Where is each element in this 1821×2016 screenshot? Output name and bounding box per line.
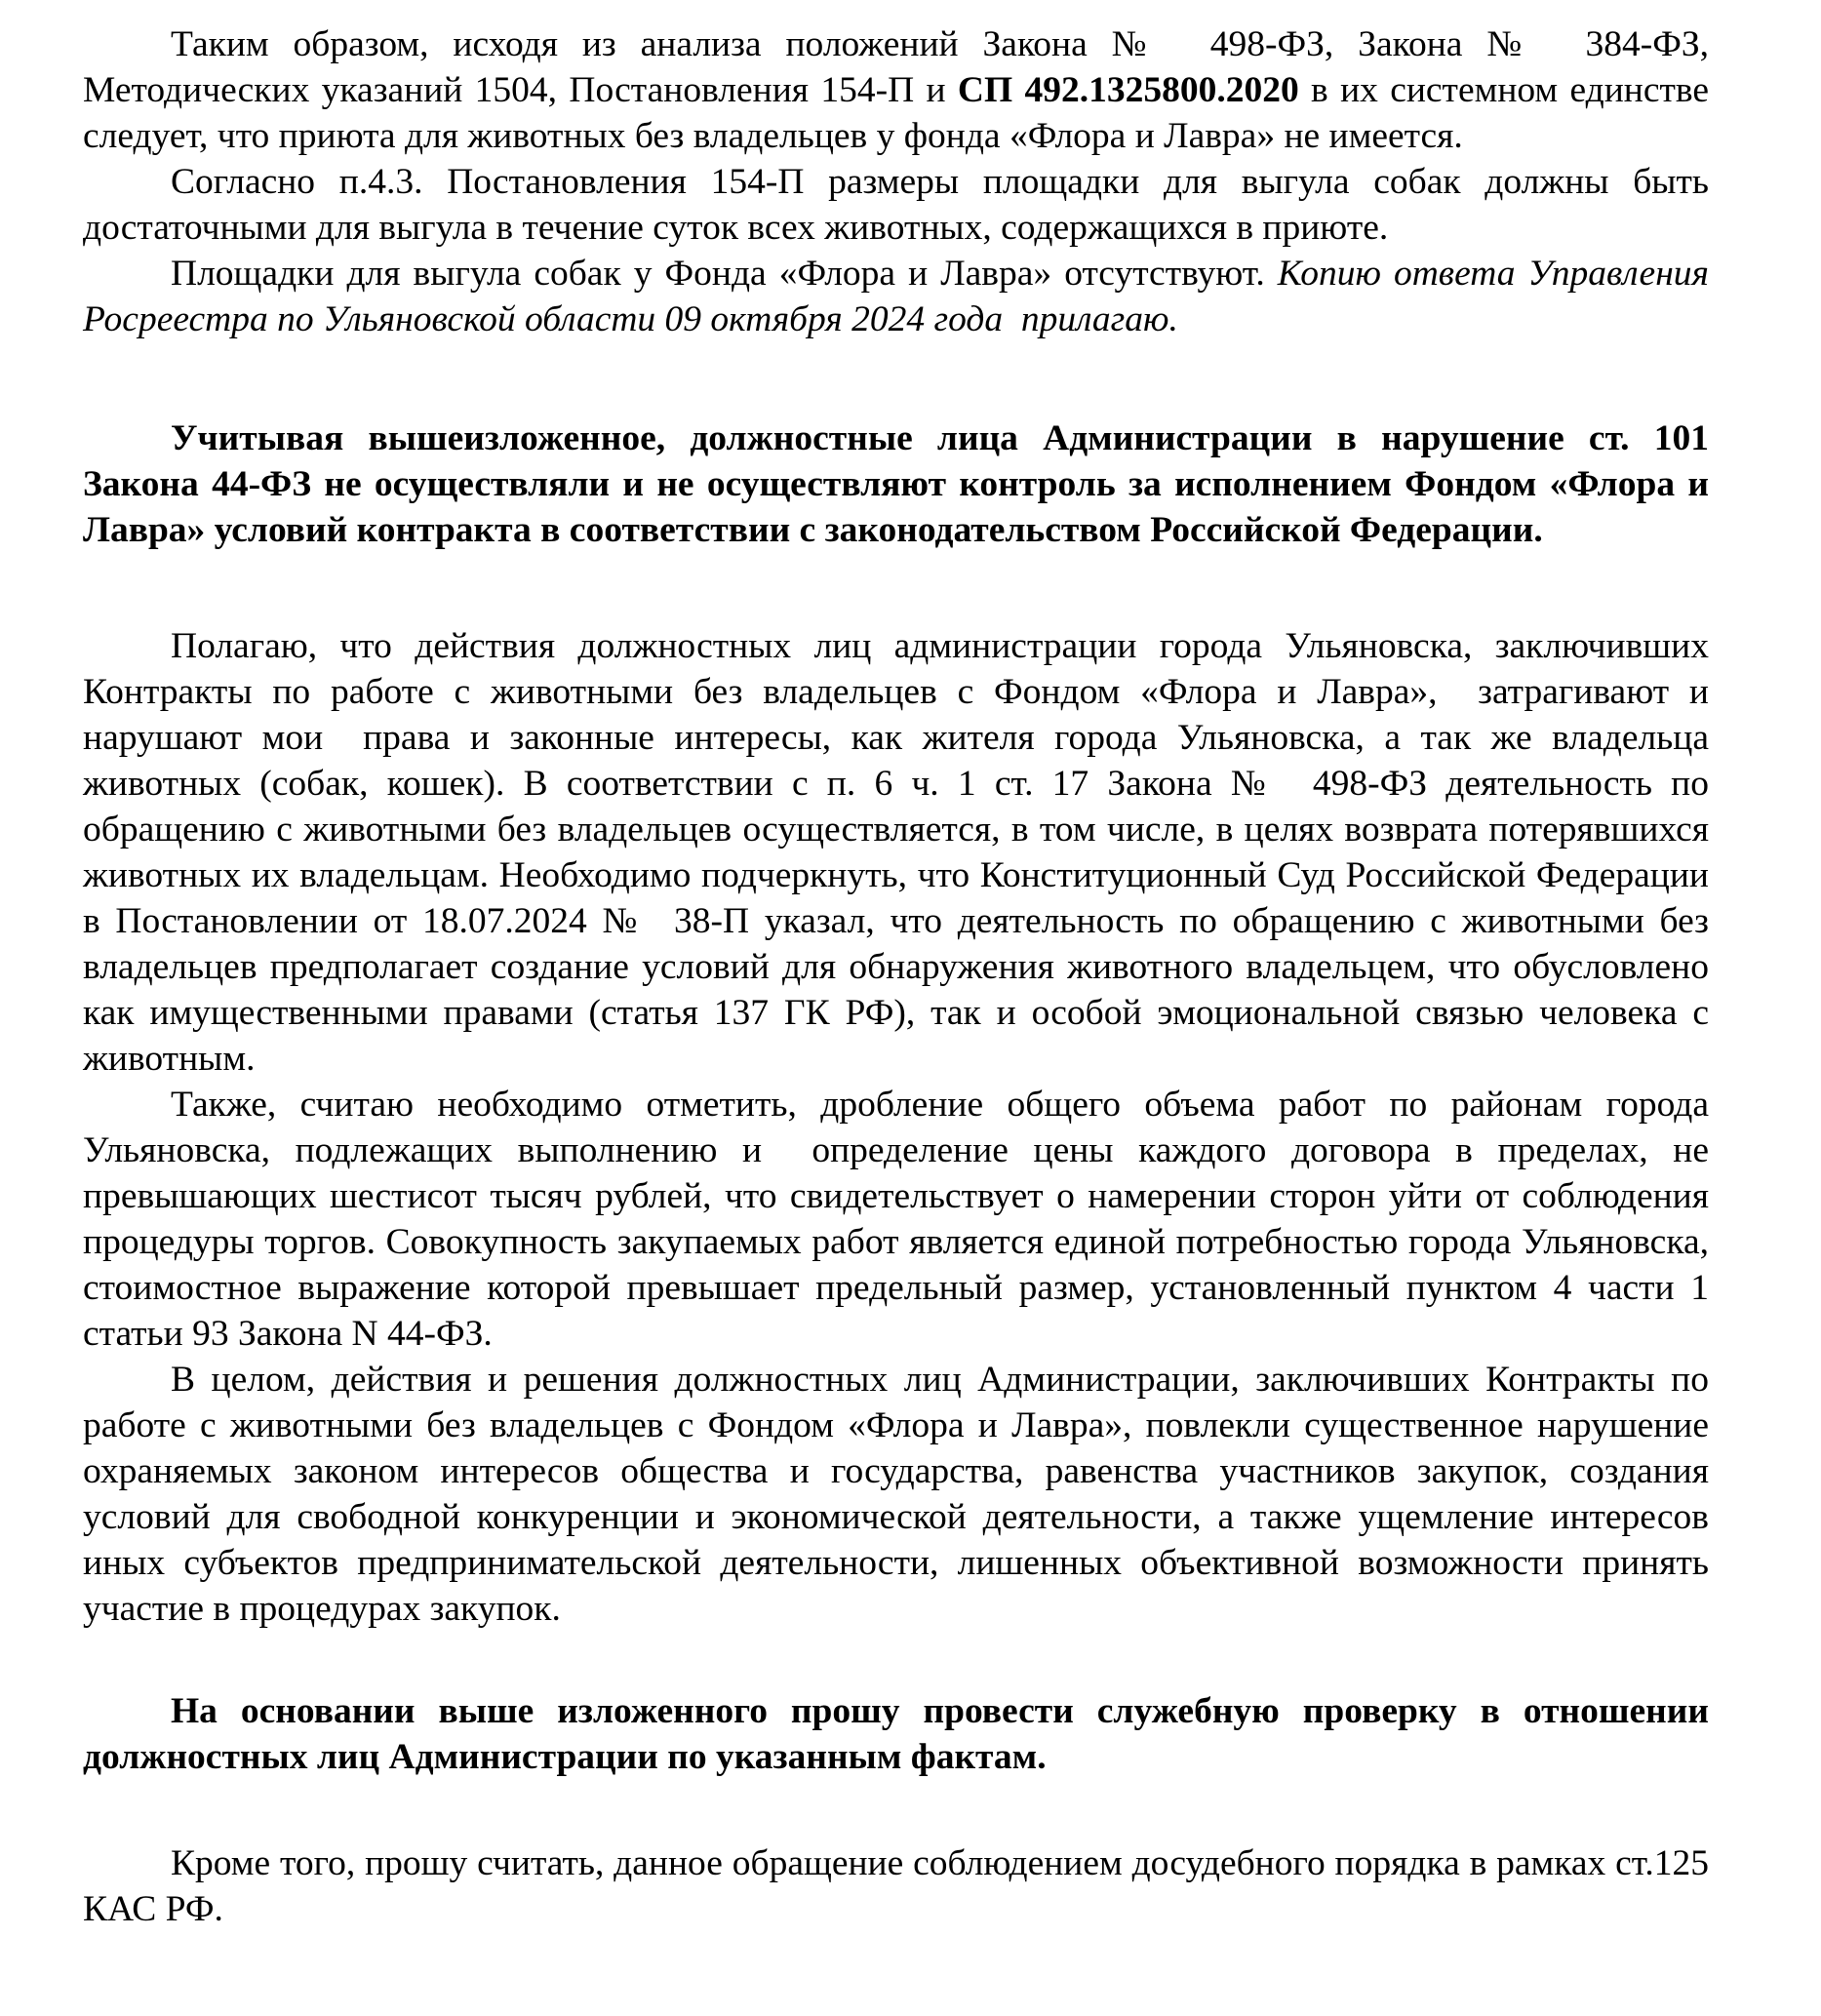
paragraph-walking-area-requirement xyxy=(83,159,1719,251)
text-run: Полагаю, что действия должностных лиц администрации города Ульяновска, заключивших Контракты по работе с животными без владельцев с Фондом «Флора и Лавра», затрагивают и нарушают мои права и законные интересы, как жителя города Ульяновска, а так же владельца животных (собак, кошек). В соответствии с п. 6 ч. 1 ст. 17 Закона № 498-ФЗ деятельность по обращению с животными без владельцев осуществляется, в том числе, в целях возврата потерявшихся животных их владельцам. Необходимо подчеркнуть, что Конституционный Суд Российской Федерации в Постановлении от 18.07.2024 № 38-П указал, что деятельность по обращению с животными без владельцев предполагает создание условий для обнаружения животного владельцем, что обусловлено как имущественными правами (статья 137 ГК РФ), так и особой эмоциональной связью человека с животным. xyxy=(83,626,1719,1079)
text-run: Таким образом, исходя из анализа положений Закона № 498-ФЗ, Закона № 384-ФЗ, Методических указаний 1504, Постановления 154-П и xyxy=(83,24,1719,110)
paragraph-pretrial-procedure-note xyxy=(83,1840,1719,1932)
paragraph-request-official-inspection xyxy=(83,1688,1719,1780)
paragraph-law-analysis-conclusion xyxy=(83,21,1719,159)
text-run-bold: На основании выше изложенного прошу провести служебную проверку в отношении должностных лиц Администрации по указанным фактам. xyxy=(83,1691,1719,1777)
text-run-italic-attachment-note: Копию ответа Управления Росреестра по Ульяновской области 09 октября 2024 года прилагаю. xyxy=(83,254,1719,339)
paragraph-control-violation-statement xyxy=(83,415,1719,553)
paragraph-overall-consequences xyxy=(83,1357,1719,1632)
text-run: В целом, действия и решения должностных лиц Администрации, заключивших Контракты по работе с животными без владельцев с Фондом «Флора и Лавра», повлекли существенное нарушение охраняемых законом интересов общества и государства, равенства участников закупок, создания условий для свободной конкуренции и экономической деятельности, а также ущемление интересов иных субъектов предпринимательской деятельности, лишенных объективной возможности принять участие в процедурах закупок. xyxy=(83,1360,1719,1629)
paragraph-walking-areas-absent xyxy=(83,251,1719,342)
paragraph-contract-splitting xyxy=(83,1082,1719,1357)
text-run-bold-sp-code: СП 492.1325800.2020 xyxy=(957,70,1299,110)
text-run: в их системном единстве следует, что приюта для животных без владельцев у фонда «Флора и Лавра» не имеется. xyxy=(83,70,1719,156)
paragraph-rights-violation-opinion xyxy=(83,623,1719,1082)
text-run: Площадки для выгула собак у Фонда «Флора и Лавра» отсутствуют. xyxy=(171,254,1278,294)
text-run-bold: Учитывая вышеизложенное, должностные лица Администрации в нарушение ст. 101 Закона 44-ФЗ не осуществляли и не осуществляют контроль за исполнением Фондом «Флора и Лавра» условий контракта в соответствии с законодательством Российской Федерации. xyxy=(83,418,1719,550)
text-run: Кроме того, прошу считать, данное обращение соблюдением досудебного порядка в рамках ст.125 КАС РФ. xyxy=(83,1843,1719,1929)
text-run: Также, считаю необходимо отметить, дробление общего объема работ по районам города Ульяновска, подлежащих выполнению и определение цены каждого договора в пределах, не превышающих шестисот тысяч рублей, что свидетельствует о намерении сторон уйти от соблюдения процедуры торгов. Совокупность закупаемых работ является единой потребностью города Ульяновска, стоимостное выражение которой превышает предельный размер, установленный пунктом 4 части 1 статьи 93 Закона N 44-ФЗ. xyxy=(83,1085,1719,1354)
text-run: Согласно п.4.3. Постановления 154-П размеры площадки для выгула собак должны быть достаточными для выгула в течение суток всех животных, содержащихся в приюте. xyxy=(83,162,1719,248)
